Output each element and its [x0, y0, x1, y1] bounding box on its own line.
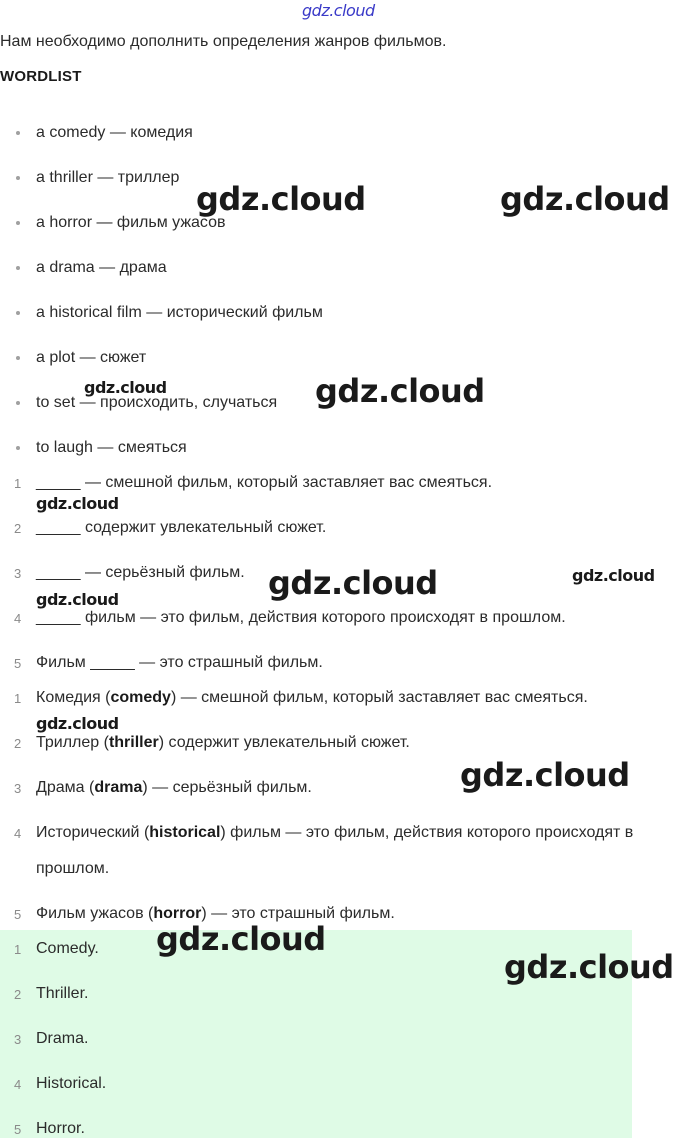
intro-text: Нам необходимо дополнить определения жанров фильмов. [0, 33, 447, 50]
watermark: gdz.cloud [84, 378, 167, 397]
bullet-icon [16, 131, 20, 135]
watermark: gdz.cloud [36, 590, 119, 609]
watermark-top: gdz.cloud [302, 1, 375, 20]
bullet-icon [16, 176, 20, 180]
bullet-icon [16, 266, 20, 270]
watermark: gdz.cloud [504, 948, 674, 986]
watermark: gdz.cloud [572, 566, 655, 585]
watermark: gdz.cloud [500, 180, 670, 218]
wordlist-heading: WORDLIST [0, 68, 82, 85]
bullet-icon [16, 446, 20, 450]
bullet-icon [16, 356, 20, 360]
watermark: gdz.cloud [196, 180, 366, 218]
bullet-icon [16, 401, 20, 405]
watermark: gdz.cloud [156, 920, 326, 958]
bullet-icon [16, 221, 20, 225]
watermark: gdz.cloud [36, 494, 119, 513]
watermark: gdz.cloud [315, 372, 485, 410]
watermark: gdz.cloud [460, 756, 630, 794]
bullet-icon [16, 311, 20, 315]
watermark: gdz.cloud [36, 714, 119, 733]
watermark: gdz.cloud [268, 564, 438, 602]
